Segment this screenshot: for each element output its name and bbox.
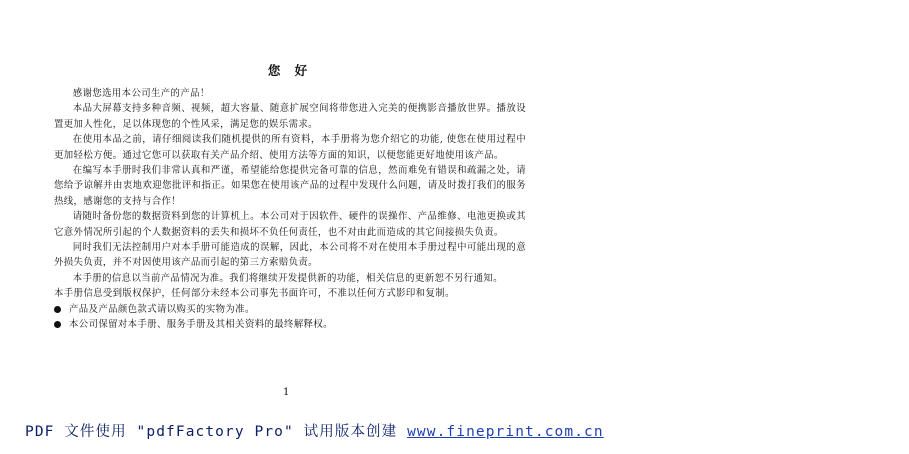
paragraph-read-manual: 在使用本品之前，请仔细阅读我们随机提供的所有资料，本手册将为您介绍它的功能, 使您在使用过程中更加轻松方便。通过它您可以获取有关产品介绍、使用方法等方面的知识，以便您能更好地使用该产品。	[54, 134, 526, 161]
bullet-dot-icon	[54, 321, 61, 328]
copyright-notice: 本手册信息受到版权保护，任何部分未经本公司事先书面许可，不准以任何方式影印和复制。	[54, 288, 455, 300]
bullet-item	[54, 317, 526, 332]
bullet-text: 产品及产品颜色款式请以购买的实物为准。	[69, 303, 255, 315]
pdf-footer	[25, 420, 604, 441]
page-number: 1	[283, 387, 290, 398]
paragraph-liability: 同时我们无法控制用户对本手册可能造成的误解，因此，本公司将不对在使用本手册过程中可能出现的意外损失负责，并不对因使用该产品而引起的第三方索赔负责。	[54, 242, 526, 269]
footer-text: PDF 文件使用 "pdfFactory Pro" 试用版本创建	[25, 424, 408, 440]
paragraph-errata: 在编写本手册时我们非常认真和严谨，希望能给您提供完备可靠的信息，然而难免有错误和疏漏之处，请您给予谅解并由衷地欢迎您批评和指正。如果您在使用该产品的过程中发现什么问题，请及时拨打我们的服务热线，感谢您的支持与合作！	[54, 165, 526, 207]
bullet-dot-icon	[54, 306, 61, 313]
bullet-item	[54, 302, 526, 317]
paragraph-updates: 本手册的信息以当前产品情况为准。我们将继续开发提供新的功能，相关信息的更新恕不另行通知。	[72, 272, 503, 284]
paragraph-backup: 请随时备份您的数据资料到您的计算机上。本公司对于因软件、硬件的误操作、产品维修、电池更换或其它意外情况所引起的个人数据资料的丢失和损坏不负任何责任，也不对由此而造成的其它间接损失负责。	[54, 211, 526, 238]
document-page	[54, 62, 526, 333]
footer-link[interactable]: www.fineprint.com.cn	[407, 424, 604, 440]
bullet-text: 本公司保留对本手册、服务手册及其相关资料的最终解释权。	[69, 319, 333, 331]
page-title: 您 好	[267, 63, 313, 78]
paragraph-greeting: 感谢您选用本公司生产的产品！	[72, 88, 210, 99]
paragraph-product-intro: 本品大屏幕支持多种音频、视频，超大容量、随意扩展空间将带您进入完美的便携影音播放世界。播放设置更加人性化，足以体现您的个性风采，满足您的娱乐需求。	[54, 103, 526, 130]
